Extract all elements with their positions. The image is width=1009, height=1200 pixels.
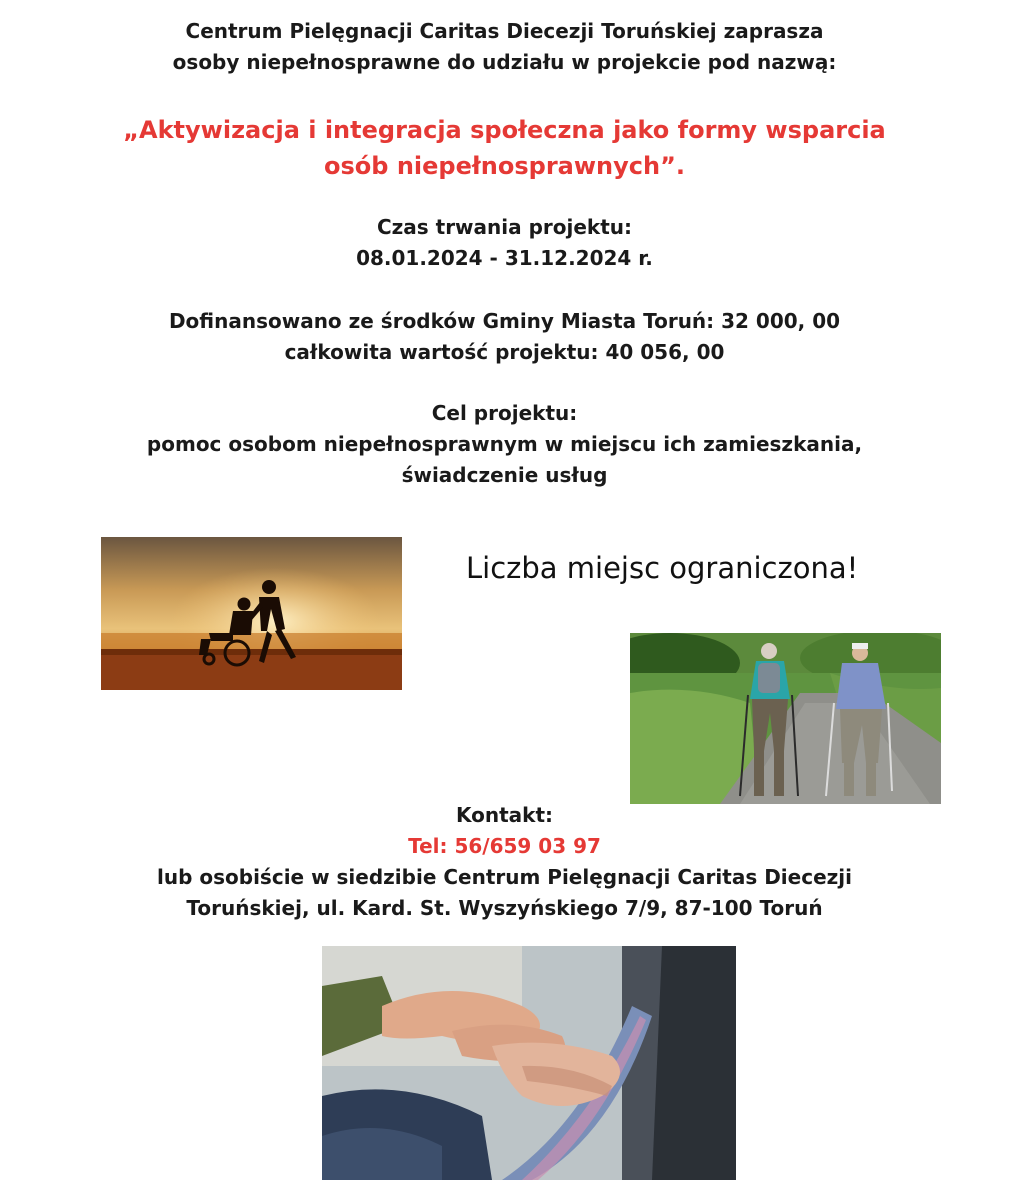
funding-info — [0, 306, 1009, 368]
goal-label: Cel projektu: — [431, 401, 578, 425]
goal-line-1: pomoc osobom niepełnosprawnym w miejscu ich zamieszkania, — [146, 432, 863, 456]
duration-label: Czas trwania projektu: — [376, 215, 633, 239]
intro-text — [0, 16, 1009, 78]
limited-places-notice: Liczba miejsc ograniczona! — [466, 551, 859, 585]
funding-line-2: całkowita wartość projektu: 40 056, 00 — [284, 340, 725, 364]
sunset-wheelchair-photo — [101, 537, 402, 690]
goal-line-2: świadczenie usług — [401, 463, 608, 487]
project-goal — [0, 398, 1009, 491]
contact-phone[interactable]: Tel: 56/659 03 97 — [408, 834, 601, 858]
nordic-walking-photo — [630, 633, 941, 804]
project-title-line-2: osób niepełnosprawnych”. — [324, 152, 685, 180]
contact-address-line-2: Toruńskiej, ul. Kard. St. Wyszyńskiego 7/9, 87-100 Toruń — [186, 896, 823, 920]
project-title-line-1: „Aktywizacja i integracja społeczna jako formy wsparcia — [123, 116, 886, 144]
intro-line-2: osoby niepełnosprawne do udziału w projekcie pod nazwą: — [172, 50, 837, 74]
project-duration — [0, 212, 1009, 274]
contact-address-line-1: lub osobiście w siedzibie Centrum Pielęgnacji Caritas Diecezji — [157, 865, 852, 889]
project-title — [0, 112, 1009, 184]
contact-label: Kontakt: — [455, 803, 554, 827]
contact-info — [0, 800, 1009, 924]
intro-line-1: Centrum Pielęgnacji Caritas Diecezji Toruńskiej zaprasza — [185, 19, 824, 43]
funding-line-1: Dofinansowano ze środków Gminy Miasta Toruń: 32 000, 00 — [168, 309, 841, 333]
duration-value: 08.01.2024 - 31.12.2024 r. — [356, 246, 653, 270]
holding-hands-photo — [322, 946, 736, 1180]
